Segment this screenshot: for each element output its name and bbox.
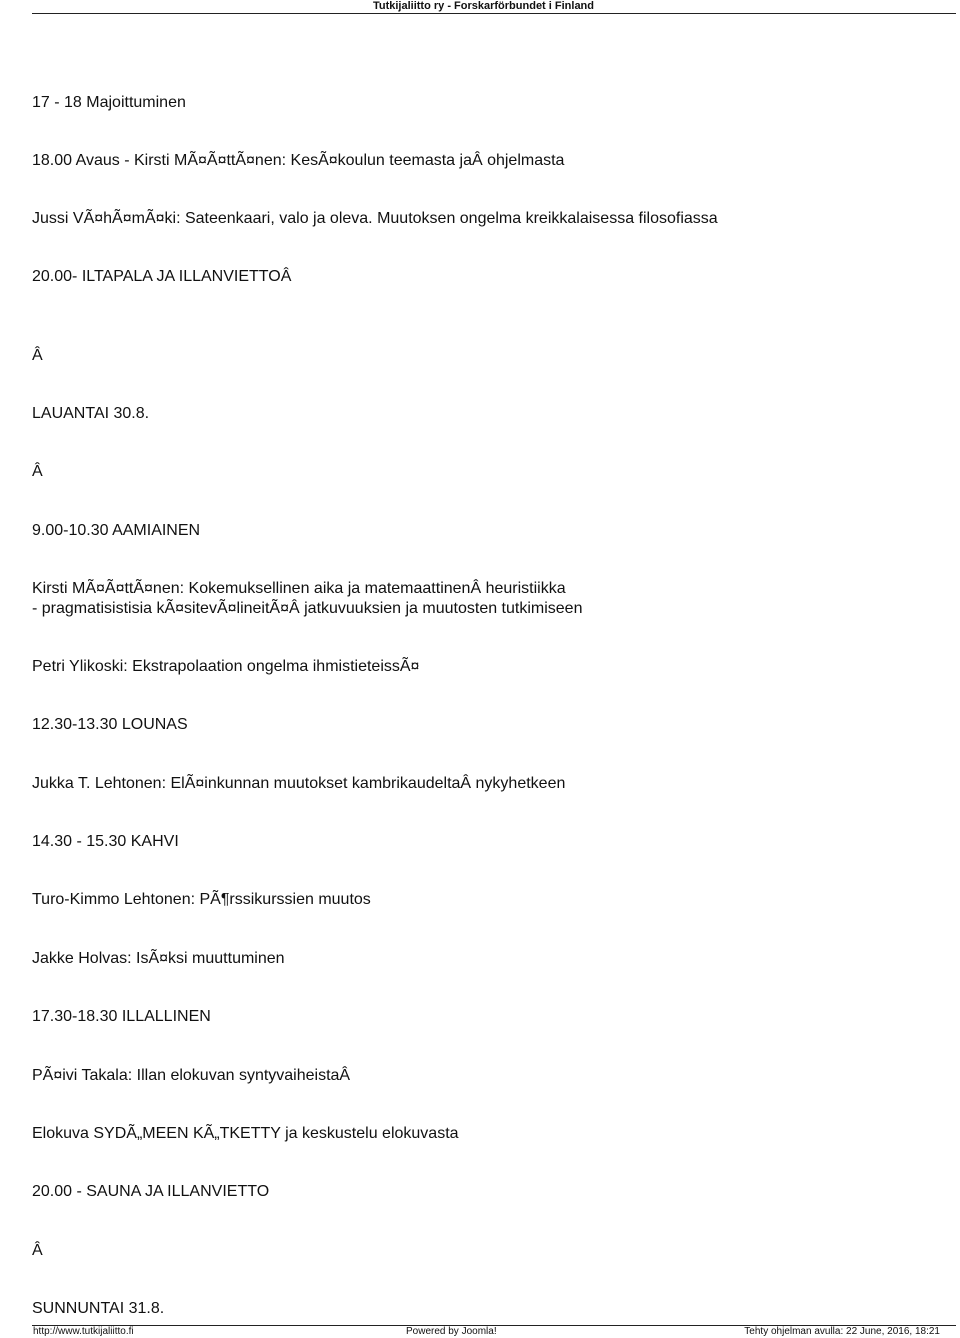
program-line: Â (32, 463, 43, 480)
program-line: Petri Ylikoski: Ekstrapolaation ongelma ihmistieteissÃ¤ (32, 658, 420, 675)
program-line: 20.00 - SAUNA JA ILLANVIETTO (32, 1183, 270, 1200)
program-line: 9.00-10.30 AAMIAINEN (32, 522, 201, 539)
program-line: - pragmatisistisia kÃ¤sitevÃ¤lineitÃ¤Â jatkuvuuksien ja muutosten tutkimiseen (32, 600, 583, 617)
program-line: Â (32, 1242, 43, 1259)
program-line: LAUANTAI 30.8. (32, 405, 150, 422)
program-line: Kirsti MÃ¤Ã¤ttÃ¤nen: Kokemuksellinen aika ja matemaattinenÂ heuristiikka (32, 580, 566, 597)
program-line: 18.00 Avaus - Kirsti MÃ¤Ã¤ttÃ¤nen: KesÃ¤koulun teemasta jaÂ ohjelmasta (32, 152, 565, 169)
program-line: SUNNUNTAI 31.8. (32, 1300, 165, 1317)
footer-generated-date: Tehty ohjelman avulla: 22 June, 2016, 18:21 (744, 1326, 940, 1337)
program-line: Jakke Holvas: IsÃ¤ksi muuttuminen (32, 950, 285, 967)
footer-powered-by: Powered by Joomla! (406, 1326, 497, 1337)
program-line: Jukka T. Lehtonen: ElÃ¤inkunnan muutokset kambrikaudeltaÂ nykyhetkeen (32, 775, 566, 792)
header-divider (32, 13, 956, 14)
program-line: PÃ¤ivi Takala: Illan elokuvan syntyvaiheistaÂ (32, 1067, 351, 1084)
program-line: 14.30 - 15.30 KAHVI (32, 833, 179, 850)
program-line: Turo-Kimmo Lehtonen: PÃ¶rssikurssien muutos (32, 891, 371, 908)
program-line: 17.30-18.30 ILLALLINEN (32, 1008, 211, 1025)
program-line: Â (32, 347, 43, 364)
program-line: 20.00- ILTAPALA JA ILLANVIETTOÂ (32, 268, 292, 285)
site-header-title: Tutkijaliitto ry - Forskarförbundet i Finland (372, 0, 594, 12)
footer-site-url[interactable]: http://www.tutkijaliitto.fi (33, 1326, 134, 1337)
program-line: Jussi VÃ¤hÃ¤mÃ¤ki: Sateenkaari, valo ja oleva. Muutoksen ongelma kreikkalaisessa filosofiassa (32, 210, 718, 227)
program-line: Elokuva SYDÃ„MEEN KÃ„TKETTY ja keskustelu elokuvasta (32, 1125, 459, 1142)
program-line: 12.30-13.30 LOUNAS (32, 716, 188, 733)
program-line: 17 - 18 Majoittuminen (32, 94, 186, 111)
